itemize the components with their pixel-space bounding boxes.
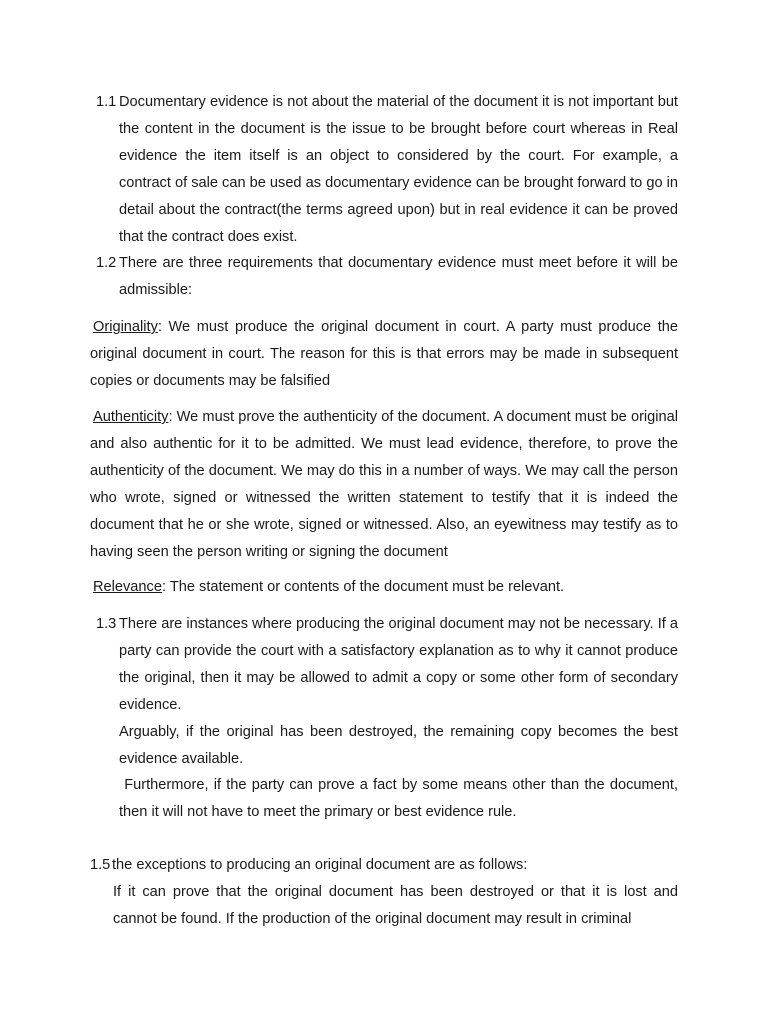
relevance-term: Relevance	[93, 579, 162, 595]
section-1-2	[90, 250, 678, 304]
section-text: There are three requirements that documentary evidence must meet before it will be admissible:	[119, 255, 678, 298]
originality-term: Originality	[93, 319, 158, 335]
section-number: 1.1	[96, 94, 117, 110]
section-paragraph-2: Arguably, if the original has been destroyed, the remaining copy becomes the best evidence available.	[119, 723, 678, 767]
section-number: 1.2	[96, 255, 117, 271]
authenticity-term: Authenticity	[93, 409, 169, 425]
relevance-text: : The statement or contents of the document must be relevant.	[161, 579, 565, 595]
section-number: 1.3	[96, 616, 117, 632]
section-paragraph-3: Furthermore, if the party can prove a fact by some means other than the document, then it will not have to meet the primary or best evidence rule.	[119, 777, 683, 821]
section-heading: the exceptions to producing an original document are as follows:	[112, 857, 528, 873]
section-text: If it can prove that the original document has been destroyed or that it is lost and cannot be found. If the production of the original document may result in criminal	[113, 883, 678, 927]
authenticity-paragraph	[90, 404, 678, 565]
section-1-3	[90, 611, 683, 826]
section-number: 1.5	[90, 857, 111, 873]
section-1-1	[90, 89, 678, 250]
relevance-paragraph	[90, 574, 678, 601]
originality-paragraph	[90, 314, 678, 395]
authenticity-text: : We must prove the authenticity of the document. A document must be original and also authentic for it to be admitted. We must lead evidence, therefore, to prove the authenticity of the document. We may do this in a number of ways. We may call the person who wrote, signed or witnessed the written statement to testify that it is indeed the document that he or she wrote, signed or witnessed. Also, an eyewitness may testify as to having seen the person writing or signing the document	[90, 409, 678, 560]
originality-text: : We must produce the original document in court. A party must produce the original document in court. The reason for this is that errors may be made in subsequent copies or documents may be falsified	[90, 319, 678, 389]
section-paragraph-1: There are instances where producing the original document may not be necessary. If a party can provide the court with a satisfactory explanation as to why it cannot produce the original, then it may be allowed to admit a copy or some other form of secondary evidence.	[119, 616, 678, 713]
section-1-5	[90, 852, 678, 933]
section-text: Documentary evidence is not about the material of the document it is not important but the content in the document is the issue to be brought before court whereas in Real evidence the item itself is an object to considered by the court. For example, a contract of sale can be used as documentary evidence can be brought forward to go in detail about the contract(the terms agreed upon) but in real evidence it can be proved that the contract does exist.	[119, 94, 678, 245]
